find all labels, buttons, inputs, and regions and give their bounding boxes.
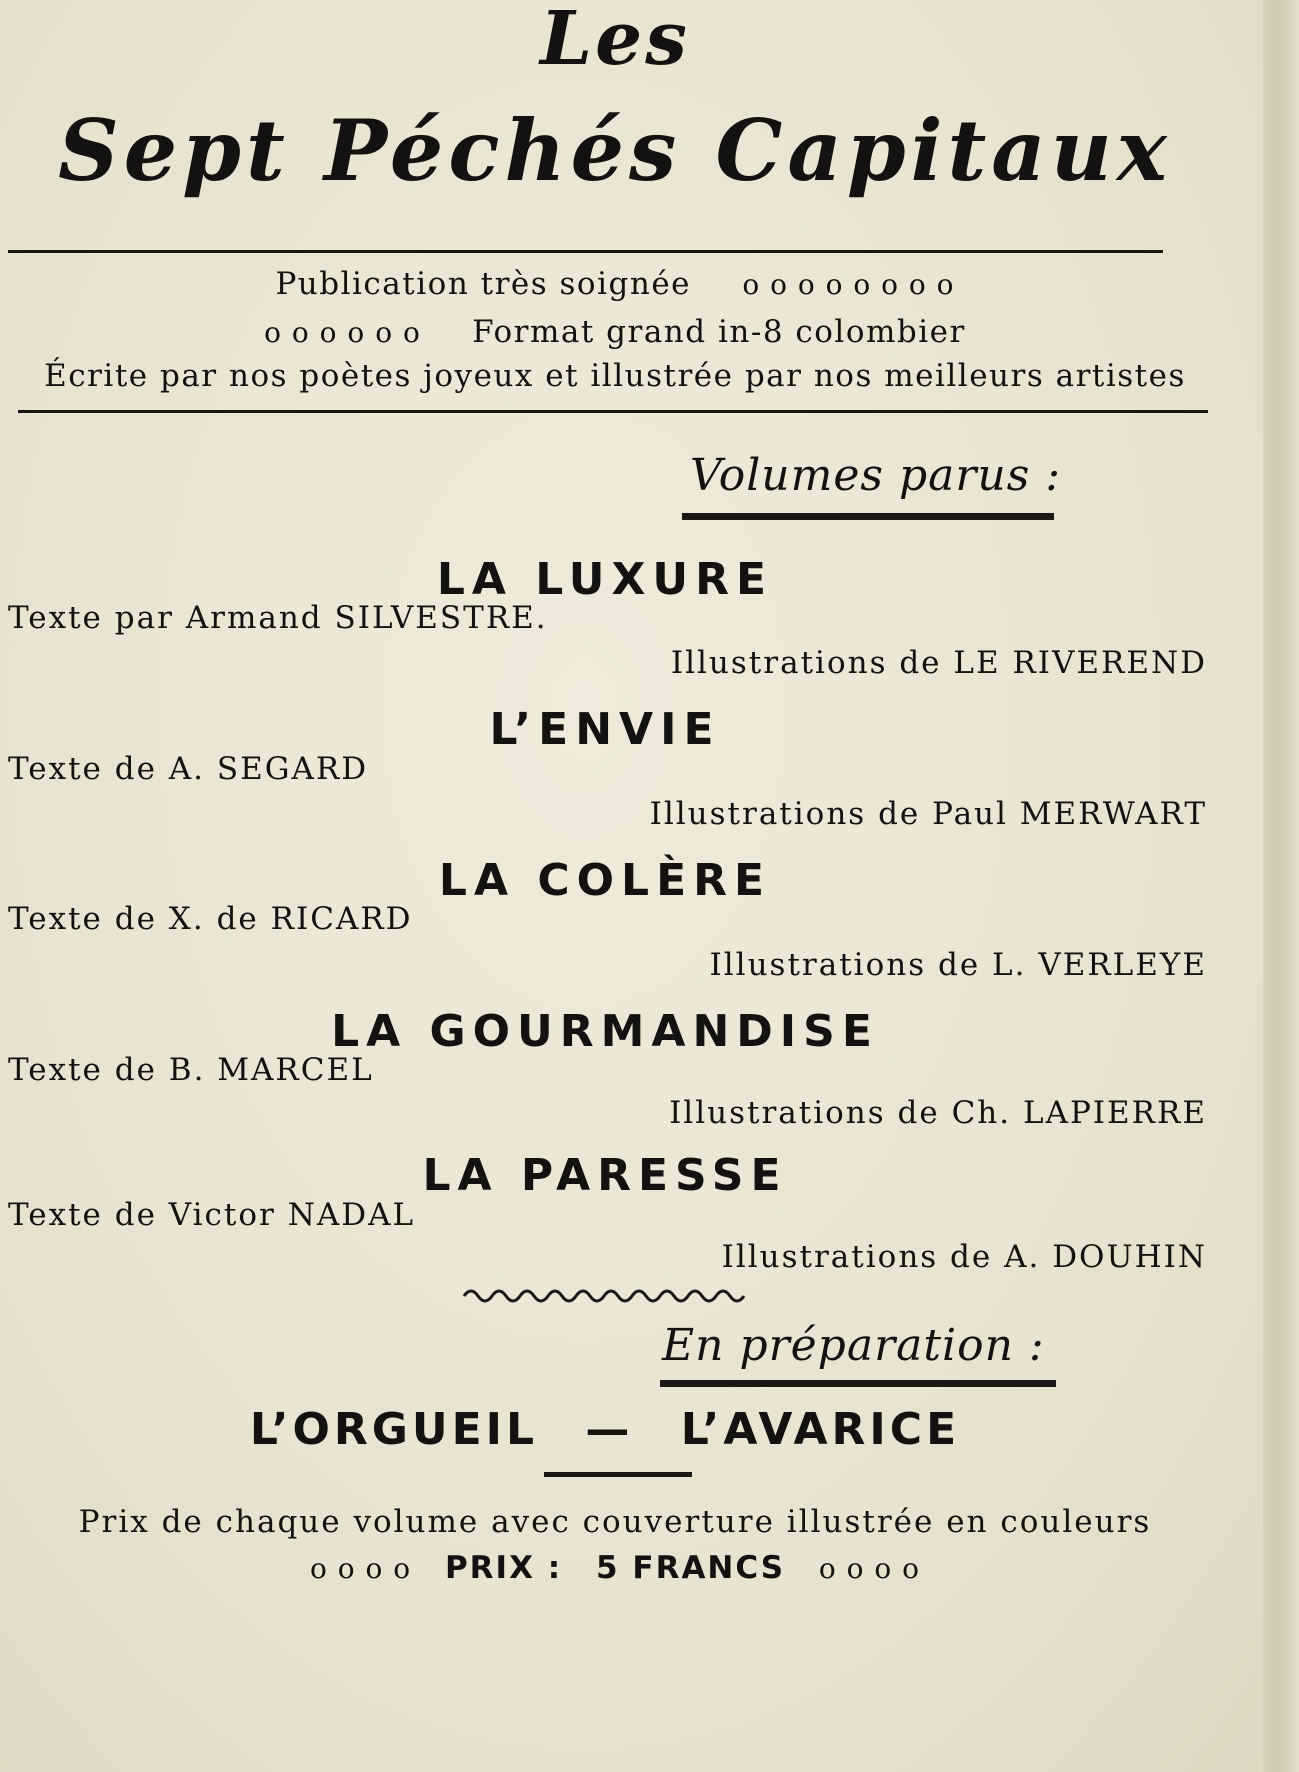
price-ornaments-right: o o o o bbox=[818, 1552, 921, 1585]
wavy-ornament bbox=[462, 1284, 752, 1304]
volume-author: Texte de A. SEGARD bbox=[8, 751, 369, 787]
volume-illustrator: Illustrations de A. DOUHIN bbox=[721, 1239, 1207, 1275]
volume-illustrator: Illustrations de Ch. LAPIERRE bbox=[669, 1095, 1207, 1131]
title-line-2: Sept Péchés Capitaux bbox=[58, 101, 1172, 200]
volume-title: L’ENVIE bbox=[489, 704, 721, 755]
intro-line-2-ornaments: o o o o o o bbox=[264, 316, 421, 349]
preparation-heading: En préparation : bbox=[662, 1320, 1045, 1371]
volume-title: LA PARESSE bbox=[422, 1150, 788, 1201]
price-amount: 5 FRANCS bbox=[596, 1550, 786, 1586]
volumes-heading: Volumes parus : bbox=[690, 450, 1062, 501]
intro-line-1 bbox=[0, 262, 1230, 307]
volume-illustrator: Illustrations de LE RIVEREND bbox=[670, 645, 1207, 681]
intro-line-2-text: Format grand in-8 colombier bbox=[472, 314, 966, 350]
volume-author: Texte de X. de RICARD bbox=[8, 901, 413, 937]
volume-author: Texte de B. MARCEL bbox=[8, 1052, 374, 1088]
volume-title: LA COLÈRE bbox=[438, 855, 772, 906]
volume-author: Texte de Victor NADAL bbox=[8, 1197, 416, 1233]
preparation-title-second: L’AVARICE bbox=[680, 1404, 961, 1455]
volume-illustrator: Illustrations de L. VERLEYE bbox=[709, 947, 1207, 983]
volumes-heading-underline bbox=[682, 513, 1054, 520]
preparation-dash: — bbox=[585, 1404, 634, 1455]
preparation-heading-underline bbox=[660, 1380, 1056, 1387]
preparation-underline bbox=[544, 1472, 692, 1477]
preparation-title-first: L’ORGUEIL bbox=[249, 1404, 539, 1455]
preparation-titles bbox=[0, 1404, 1210, 1455]
intro-line-3: Écrite par nos poètes joyeux et illustrée par nos meilleurs artistes bbox=[44, 358, 1186, 394]
volume-illustrator: Illustrations de Paul MERWART bbox=[649, 796, 1207, 832]
intro-line-2 bbox=[0, 310, 1230, 355]
page-spine-edge bbox=[1263, 0, 1299, 1772]
intro-line-1-ornaments: o o o o o o o o bbox=[742, 268, 955, 301]
price-line-2 bbox=[0, 1546, 1230, 1591]
price-label: PRIX : bbox=[444, 1550, 563, 1586]
price-line-1: Prix de chaque volume avec couverture illustrée en couleurs bbox=[78, 1504, 1152, 1540]
intro-line-1-text: Publication très soignée bbox=[275, 266, 692, 302]
title-rule bbox=[8, 250, 1163, 253]
volume-title: LA LUXURE bbox=[436, 554, 774, 605]
volume-author: Texte par Armand SILVESTRE. bbox=[8, 600, 548, 636]
price-ornaments-left: o o o o bbox=[309, 1552, 412, 1585]
volume-title: LA GOURMANDISE bbox=[331, 1006, 879, 1057]
title-line-1: Les bbox=[540, 0, 690, 82]
intro-rule bbox=[18, 410, 1208, 413]
